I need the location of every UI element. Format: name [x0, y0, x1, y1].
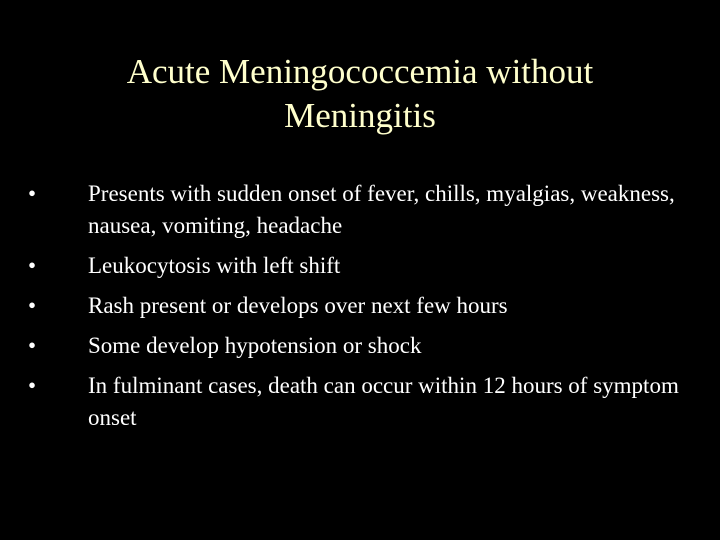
- slide-title: [40, 50, 680, 138]
- bullet-item: [24, 178, 684, 242]
- slide-title-line-2: Meningitis: [284, 96, 436, 135]
- bullet-item: [24, 250, 684, 282]
- bullet-text: Some develop hypotension or shock: [88, 333, 422, 358]
- bullet-marker: •: [28, 253, 37, 278]
- bullet-text: Leukocytosis with left shift: [88, 253, 341, 278]
- bullet-item: [24, 290, 684, 322]
- bullet-marker: •: [28, 373, 37, 398]
- bullet-text: Presents with sudden onset of fever, chills, myalgias, weakness, nausea, vomiting, headache: [88, 181, 675, 238]
- bullet-text: In fulminant cases, death can occur within 12 hours of symptom onset: [88, 373, 679, 430]
- bullet-list: [24, 178, 684, 442]
- bullet-marker: •: [28, 181, 37, 206]
- bullet-item: [24, 370, 684, 434]
- bullet-marker: •: [28, 293, 37, 318]
- bullet-text: Rash present or develops over next few hours: [88, 293, 508, 318]
- bullet-item: [24, 330, 684, 362]
- slide-title-line-1: Acute Meningococcemia without: [126, 52, 594, 91]
- bullet-marker: •: [28, 333, 37, 358]
